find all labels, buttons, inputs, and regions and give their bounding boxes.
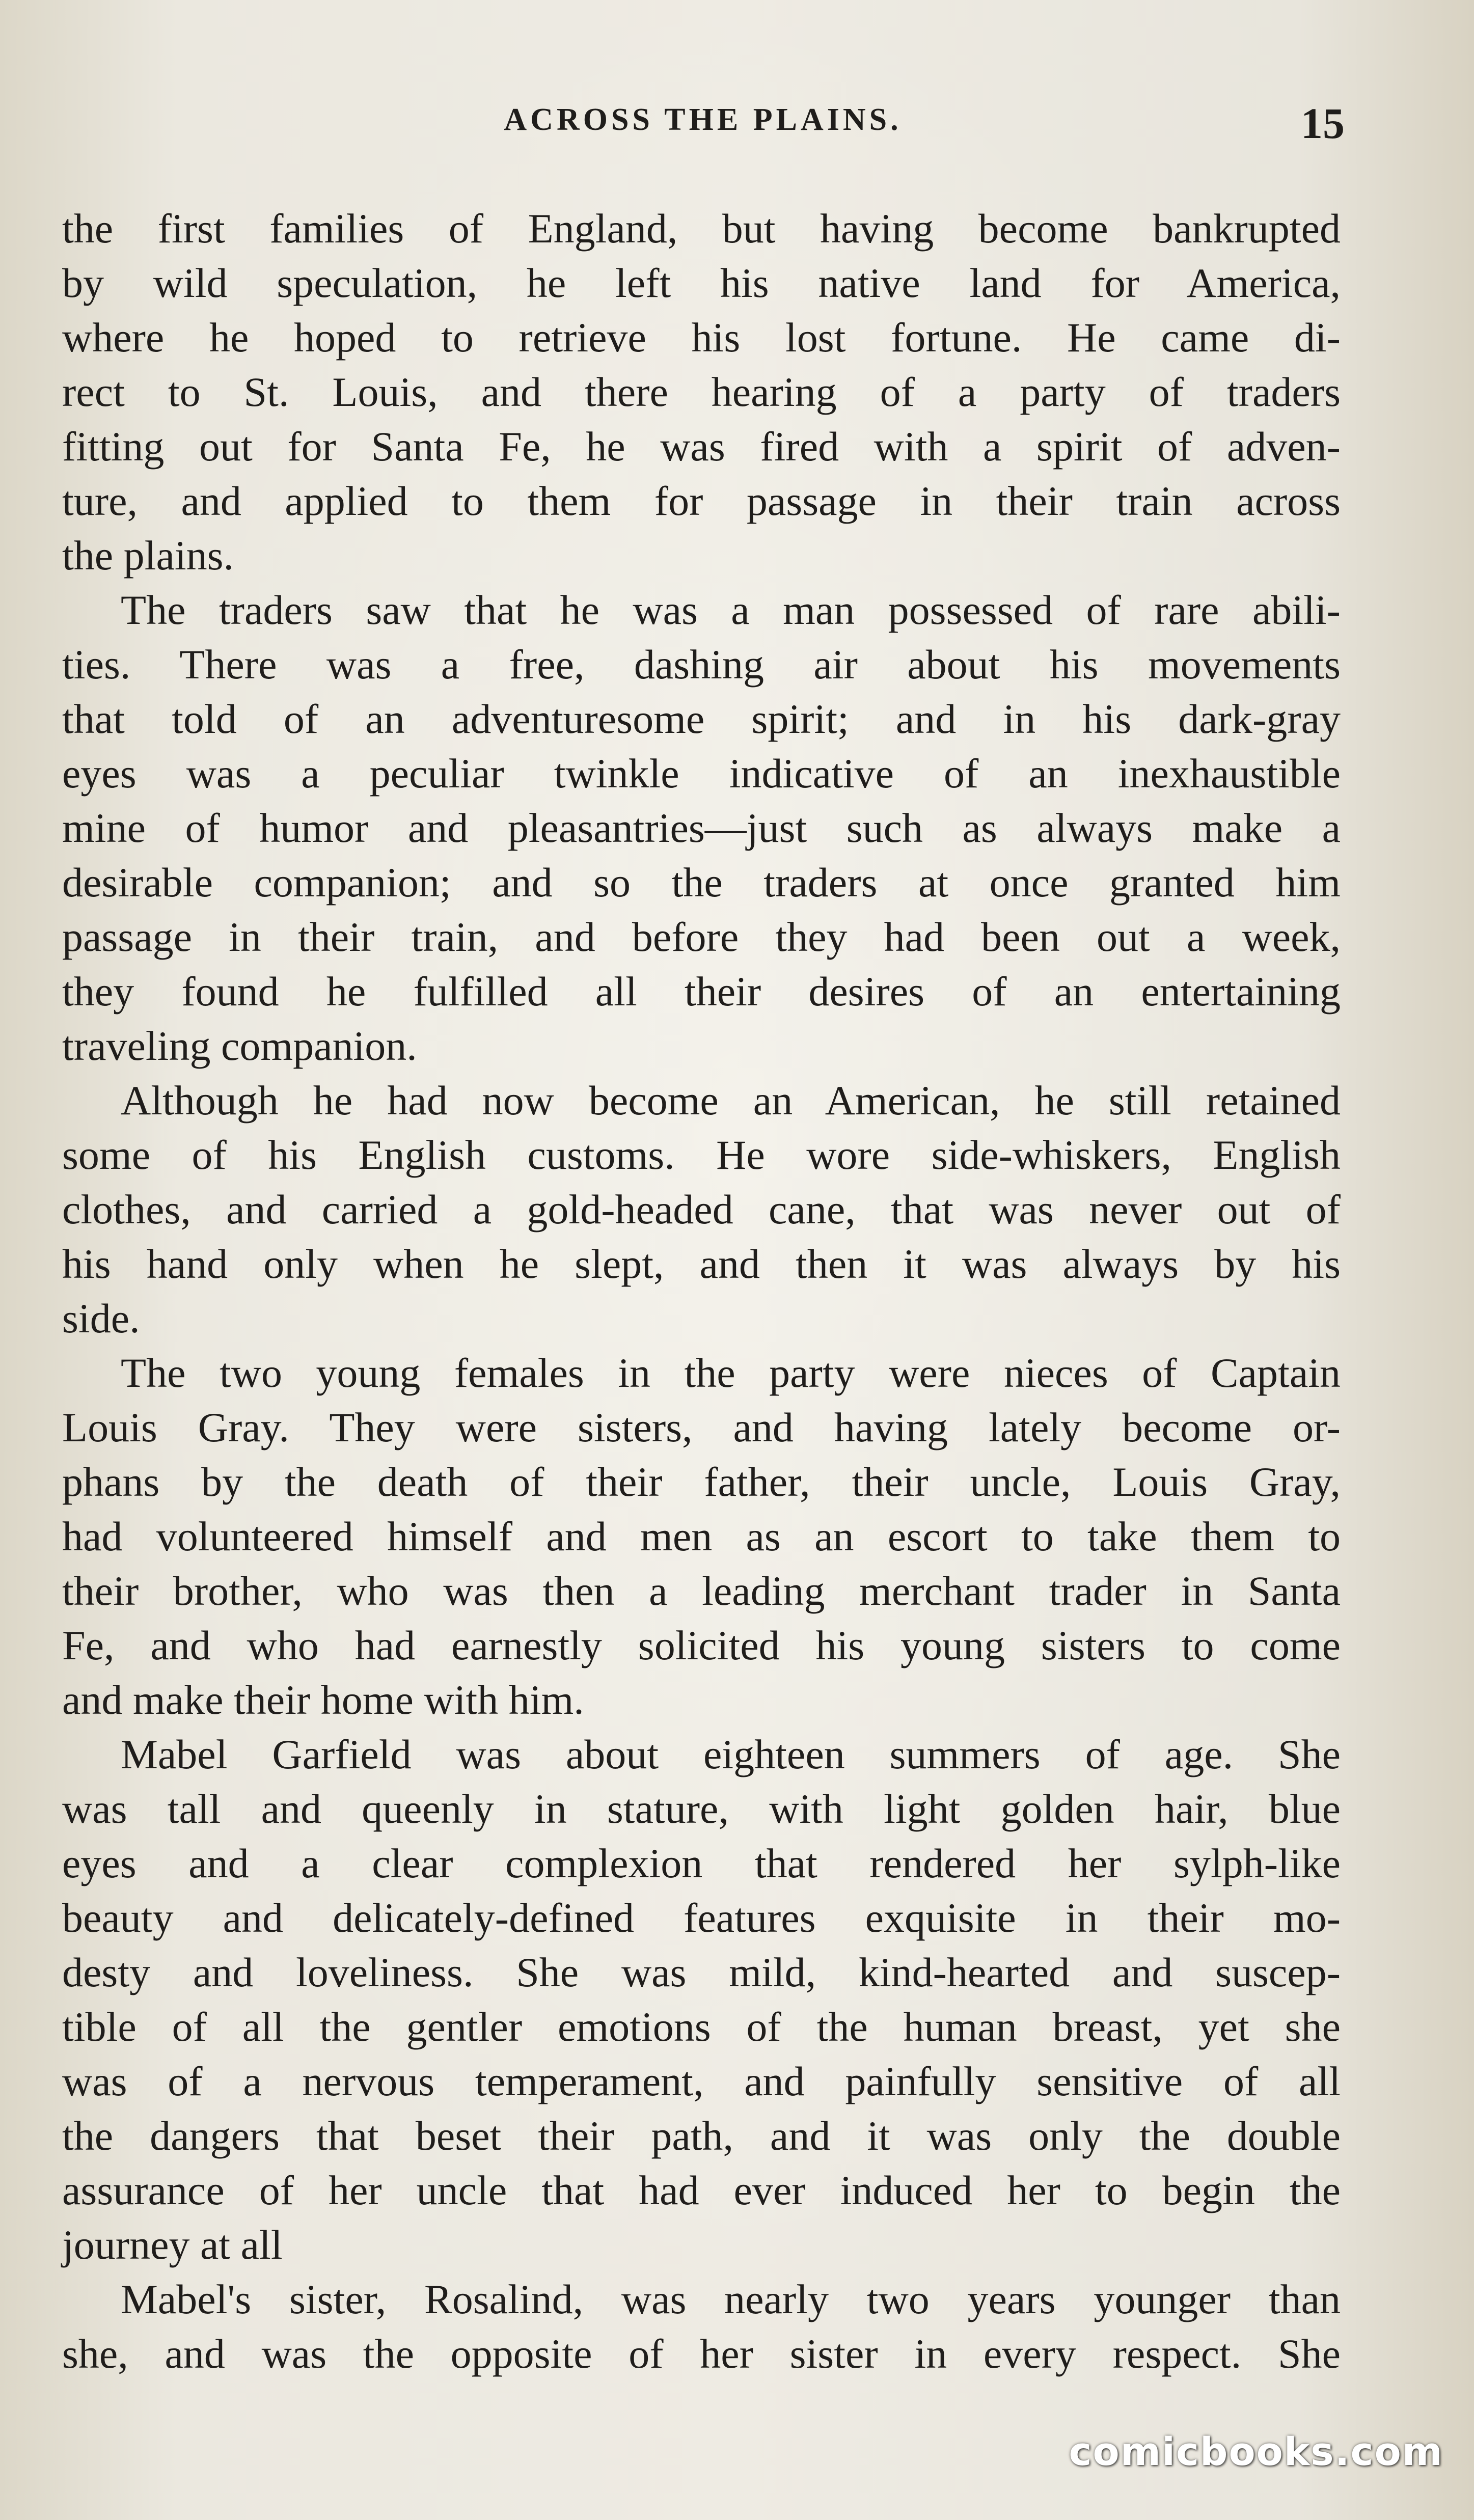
text-line: tible of all the gentler emotions of the human breast, yet she [62,2004,1341,2050]
text-line: Mabel's sister, Rosalind, was nearly two years younger than [121,2276,1341,2322]
text-line: his hand only when he slept, and then it was always by his [62,1241,1341,1287]
text-line: clothes, and carried a gold-headed cane, that was never out of [62,1186,1341,1232]
text-line: eyes and a clear complexion that rendered her sylph-like [62,1840,1341,1886]
text-line: ties. There was a free, dashing air about his movements [62,641,1341,688]
text-line: Louis Gray. They were sisters, and having lately become or- [62,1404,1341,1450]
text-line: The traders saw that he was a man possessed of rare abili- [121,587,1341,633]
page-number: 15 [1301,99,1345,148]
text-line: she, and was the opposite of her sister in every respect. She [62,2331,1341,2377]
text-line: Although he had now become an American, he still retained [121,1077,1341,1124]
text-line: their brother, who was then a leading merchant trader in Santa [62,1568,1341,1614]
text-line: the plains. [62,532,234,579]
text-line: ture, and applied to them for passage in their train across [62,478,1341,524]
text-line: The two young females in the party were nieces of Captain [121,1350,1341,1396]
text-line: eyes was a peculiar twinkle indicative of an inexhaustible [62,750,1341,797]
text-line: journey at all [62,2222,283,2268]
text-line: had volunteered himself and men as an escort to take them to [62,1513,1341,1559]
chapter-running-title: ACROSS THE PLAINS. [504,102,902,137]
watermark-logo: comicbooks.com [1069,2429,1443,2474]
text-line: Mabel Garfield was about eighteen summers of age. She [121,1731,1341,1777]
text-line: that told of an adventuresome spirit; and in his dark-gray [62,696,1341,742]
text-line: rect to St. Louis, and there hearing of a party of traders [62,369,1341,415]
text-line: was of a nervous temperament, and painfully sensitive of all [62,2058,1341,2104]
running-head [61,99,1345,158]
text-line: fitting out for Santa Fe, he was fired with a spirit of adven- [62,423,1341,470]
text-line: where he hoped to retrieve his lost fortune. He came di- [62,314,1341,361]
body-text [62,201,1341,2381]
text-line: passage in their train, and before they had been out a week, [62,914,1341,960]
text-line: the dangers that beset their path, and it was only the double [62,2113,1341,2159]
text-line: traveling companion. [62,1023,417,1069]
text-line: some of his English customs. He wore side-whiskers, English [62,1132,1341,1178]
text-line: beauty and delicately-defined features exquisite in their mo- [62,1895,1341,1941]
text-line: mine of humor and pleasantries—just such as always make a [62,805,1341,851]
text-line: assurance of her uncle that had ever induced her to begin the [62,2167,1341,2213]
text-line: phans by the death of their father, their uncle, Louis Gray, [62,1459,1341,1505]
text-line: side. [62,1295,140,1341]
text-line: desirable companion; and so the traders at once granted him [62,859,1341,906]
text-line: Fe, and who had earnestly solicited his young sisters to come [62,1622,1341,1668]
text-line: by wild speculation, he left his native land for America, [62,260,1341,306]
text-line: and make their home with him. [62,1677,584,1723]
text-line: desty and loveliness. She was mild, kind-hearted and suscep- [62,1949,1341,1995]
text-line: was tall and queenly in stature, with light golden hair, blue [62,1786,1341,1832]
text-line: the first families of England, but having become bankrupted [62,205,1341,252]
text-line: they found he fulfilled all their desires of an entertaining [62,968,1341,1015]
